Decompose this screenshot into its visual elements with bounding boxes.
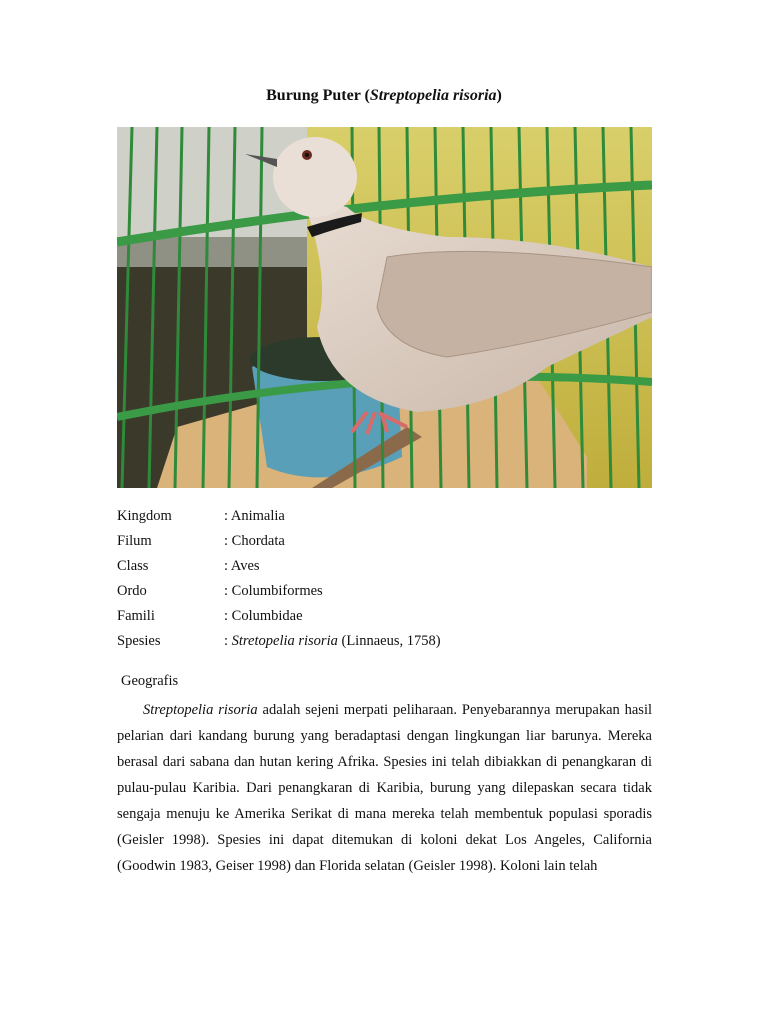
body-paragraph <box>117 697 652 879</box>
title-common-name: Burung Puter <box>266 87 361 104</box>
dove-illustration <box>117 127 652 488</box>
taxonomy-value <box>224 631 441 656</box>
species-name: Stretopelia risoria <box>231 633 338 649</box>
dove-head <box>273 137 357 217</box>
taxonomy-key: Spesies <box>117 633 161 649</box>
taxonomy-key: Filum <box>117 533 152 549</box>
title-scientific-name: Streptopelia risoria <box>369 87 497 104</box>
taxonomy-row <box>117 506 441 531</box>
taxonomy-key: Kingdom <box>117 508 172 524</box>
taxonomy-row <box>117 606 441 631</box>
taxonomy-key: Ordo <box>117 583 147 599</box>
dove-photo <box>117 127 652 488</box>
taxonomy-value: : Columbiformes <box>224 583 323 599</box>
taxonomy-row <box>117 631 441 656</box>
taxonomy-value: : Animalia <box>224 508 285 524</box>
taxonomy-value: : Chordata <box>224 533 285 549</box>
taxonomy-row <box>117 581 441 606</box>
taxonomy-key: Famili <box>117 608 155 624</box>
title-close-paren: ) <box>496 87 502 104</box>
page-title <box>0 87 768 105</box>
taxonomy-table <box>117 506 441 656</box>
taxonomy-value: : Aves <box>224 558 260 574</box>
taxonomy-row <box>117 556 441 581</box>
taxonomy-value: : Columbidae <box>224 608 303 624</box>
taxonomy-key: Class <box>117 558 149 574</box>
paragraph-text: adalah sejeni merpati peliharaan. Penyebarannya merupakan hasil pelarian dari kandang burung yang beradaptasi dengan lingkungan liar barunya. Mereka berasal dari sabana dan hutan kering Afrika. Spesies ini telah dibiakkan di penangkaran di pulau-pulau Karibia. Dari penangkaran di Karibia, burung yang dilepaskan secara tidak sengaja menuju ke Amerika Serikat di mana mereka telah membentuk populasi sporadis (Geisler 1998). Spesies ini dapat ditemukan di koloni dekat Los Angeles, California (Goodwin 1983, Geiser 1998) dan Florida selatan (Geisler 1998). Koloni lain telah <box>117 702 652 874</box>
paragraph-italic-lead: Streptopelia risoria <box>143 702 258 718</box>
taxonomy-row <box>117 531 441 556</box>
section-heading: Geografis <box>121 673 179 689</box>
species-prefix: : <box>224 633 232 649</box>
species-authority: (Linnaeus, 1758) <box>337 633 441 649</box>
title-open-paren: ( <box>360 87 370 104</box>
